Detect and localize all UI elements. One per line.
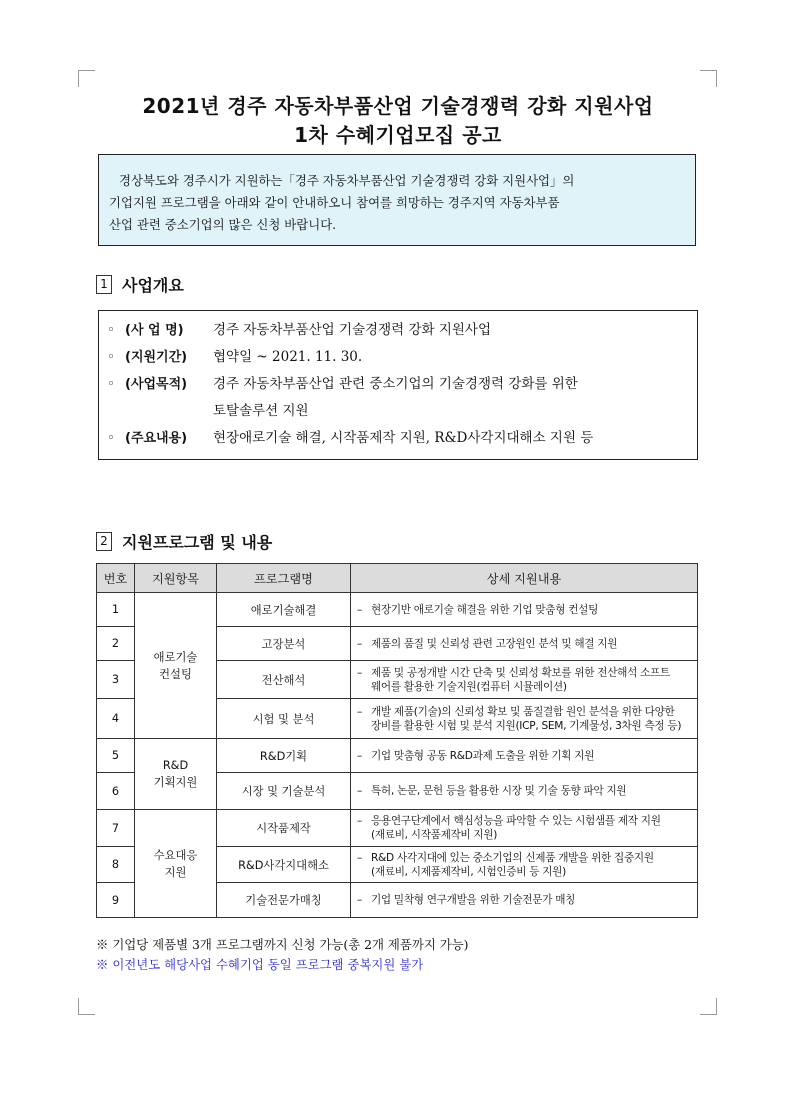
- overview-item: [107, 344, 697, 371]
- program-name: 시험 및 분석: [217, 699, 351, 739]
- detail-cell: – R&D 사각지대에 있는 중소기업의 신제품 개발을 위한 집중지원 (재료비, 시제품제작비, 시험인증비 등 지원): [351, 847, 698, 883]
- overview-item: [107, 317, 697, 344]
- row-number: 1: [97, 593, 135, 627]
- notice-line: 기업지원 프로그램을 아래와 같이 안내하오니 참여를 희망하는 경주지역 자동차부품: [109, 195, 560, 210]
- table-row: [97, 810, 698, 847]
- overview-item-continued: [107, 398, 697, 425]
- row-number: 8: [97, 847, 135, 883]
- detail-cell: – 응용연구단계에서 핵심성능을 파악할 수 있는 시험샘플 제작 지원 (재료비, 시작품제작비 지원): [351, 810, 698, 847]
- corner-mark-bottom-left: [78, 998, 95, 1015]
- notice-box: [98, 154, 696, 246]
- program-name: 시작품제작: [217, 810, 351, 847]
- overview-item: [107, 425, 697, 452]
- section-heading-programs: [96, 530, 272, 553]
- table-header: 번호: [97, 564, 135, 593]
- overview-value: 협약일 ~ 2021. 11. 30.: [213, 349, 363, 365]
- bullet: ◦: [107, 349, 115, 365]
- program-name: R&D사각지대해소: [217, 847, 351, 883]
- section-number: 2: [96, 532, 112, 551]
- detail-cell: – 현장기반 애로기술 해결을 위한 기업 맞춤형 컨설팅: [351, 593, 698, 627]
- section-number: 1: [96, 275, 112, 294]
- detail-cell: – 특허, 논문, 문헌 등을 활용한 시장 및 기술 동향 파악 지원: [351, 773, 698, 810]
- program-table: [96, 563, 698, 918]
- detail-cell: – 제품 및 공정개발 시간 단축 및 신뢰성 확보를 위한 전산해석 소프트 웨어를 활용한 기술지원(컴퓨터 시뮬레이션): [351, 661, 698, 699]
- overview-item: [107, 371, 697, 398]
- footnote-duplicate-restriction: ※ 이전년도 해당사업 수혜기업 동일 프로그램 중복지원 불가: [96, 957, 424, 972]
- page-title-line2: 1차 수혜기업모집 공고: [294, 123, 502, 147]
- row-number: 6: [97, 773, 135, 810]
- program-name: 애로기술해결: [217, 593, 351, 627]
- group-cell: 수요대응 지원: [135, 810, 217, 918]
- section-title: 사업개요: [122, 276, 184, 295]
- corner-mark-top-right: [700, 70, 717, 87]
- corner-mark-top-left: [78, 70, 95, 87]
- row-number: 9: [97, 883, 135, 918]
- program-name: 기술전문가매칭: [217, 883, 351, 918]
- program-name: 고장분석: [217, 627, 351, 661]
- footnote-application-limit: ※ 기업당 제품별 3개 프로그램까지 신청 가능(총 2개 제품까지 가능): [96, 937, 469, 952]
- overview-box: [98, 310, 698, 460]
- program-name: 전산해석: [217, 661, 351, 699]
- table-row: [97, 739, 698, 773]
- notice-line: 산업 관련 중소기업의 많은 신청 바랍니다.: [109, 217, 337, 232]
- row-number: 7: [97, 810, 135, 847]
- program-name: R&D기획: [217, 739, 351, 773]
- row-number: 4: [97, 699, 135, 739]
- detail-cell: – 제품의 품질 및 신뢰성 관련 고장원인 분석 및 해결 지원: [351, 627, 698, 661]
- detail-cell: – 개발 제품(기술)의 신뢰성 확보 및 품질결함 원인 분석을 위한 다양한 장비를 활용한 시험 및 분석 지원(ICP, SEM, 기계물성, 3차원 측정 등): [351, 699, 698, 739]
- row-number: 2: [97, 627, 135, 661]
- detail-cell: – 기업 맞춤형 공동 R&D과제 도출을 위한 기획 지원: [351, 739, 698, 773]
- group-cell: R&D 기획지원: [135, 739, 217, 810]
- overview-label: (사업목적): [125, 377, 188, 392]
- overview-value: 경주 자동차부품산업 관련 중소기업의 기술경쟁력 강화를 위한: [213, 376, 578, 392]
- overview-label: (지원기간): [125, 350, 188, 365]
- table-header: 프로그램명: [217, 564, 351, 593]
- table-header: 지원항목: [135, 564, 217, 593]
- overview-label: (사 업 명): [125, 323, 184, 338]
- bullet: ◦: [107, 430, 115, 446]
- overview-value: 경주 자동차부품산업 기술경쟁력 강화 지원사업: [213, 322, 491, 338]
- section-heading-overview: [96, 273, 184, 296]
- section-title: 지원프로그램 및 내용: [122, 533, 273, 552]
- overview-value: 토탈솔루션 지원: [213, 403, 309, 419]
- detail-cell: – 기업 밀착형 연구개발을 위한 기술전문가 매칭: [351, 883, 698, 918]
- table-row: [97, 593, 698, 627]
- group-cell: 애로기술 컨설팅: [135, 593, 217, 739]
- table-header-row: [97, 564, 698, 593]
- overview-label: (주요내용): [125, 431, 188, 446]
- row-number: 5: [97, 739, 135, 773]
- bullet: ◦: [107, 322, 115, 338]
- corner-mark-bottom-right: [700, 998, 717, 1015]
- program-name: 시장 및 기술분석: [217, 773, 351, 810]
- overview-value: 현장애로기술 해결, 시작품제작 지원, R&D사각지대해소 지원 등: [213, 430, 594, 446]
- table-header: 상세 지원내용: [351, 564, 698, 593]
- notice-line: 경상북도와 경주시가 지원하는「경주 자동차부품산업 기술경쟁력 강화 지원사업」의: [119, 173, 575, 188]
- bullet: ◦: [107, 376, 115, 392]
- page-title-line1: 2021년 경주 자동차부품산업 기술경쟁력 강화 지원사업: [142, 94, 654, 118]
- row-number: 3: [97, 661, 135, 699]
